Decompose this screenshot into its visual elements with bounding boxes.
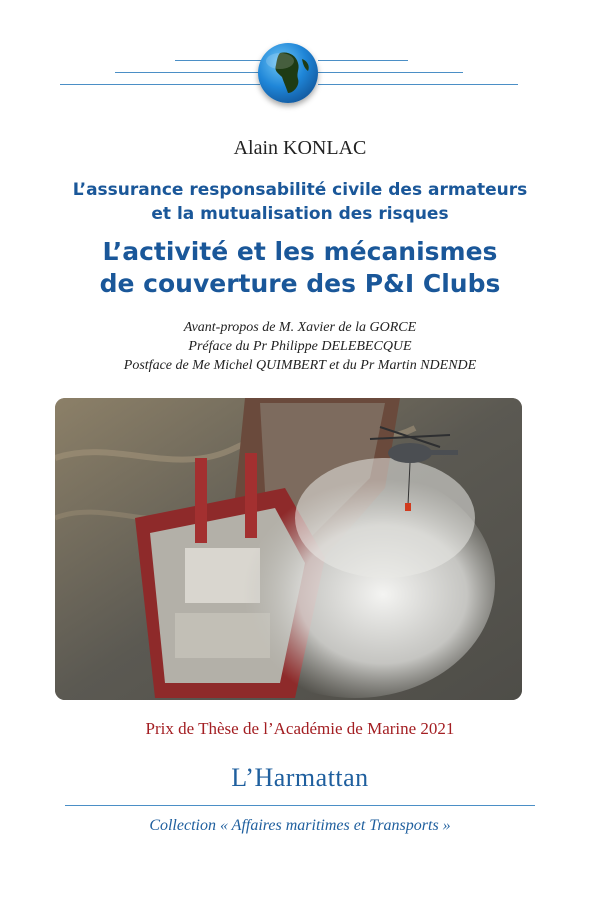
header-rule	[175, 60, 265, 61]
header-rule	[115, 72, 260, 73]
credit-line: Postface de Me Michel QUIMBERT et du Pr Martin NDENDE	[123, 358, 477, 373]
author-name: Alain KONLAC	[233, 137, 367, 159]
credits-block	[0, 318, 600, 375]
title-line: de couverture des P&I Clubs	[99, 269, 501, 298]
prize-label: Prix de Thèse de l’Académie de Marine 2021	[145, 719, 455, 738]
title-line: L’activité et les mécanismes	[102, 237, 498, 266]
subtitle-line: L’assurance responsabilité civile des armateurs	[72, 180, 528, 200]
book-subtitle	[0, 178, 600, 226]
publisher-rule	[65, 805, 535, 806]
credit-line: Préface du Pr Philippe DELEBECQUE	[188, 339, 412, 354]
cover-photo	[55, 398, 522, 700]
header-rule	[60, 84, 260, 85]
credit-line: Avant-propos de M. Xavier de la GORCE	[183, 320, 417, 335]
header-rule	[318, 84, 518, 85]
book-title	[0, 236, 600, 300]
header-rule	[318, 60, 408, 61]
publisher-logo: L’Harmattan	[231, 763, 369, 792]
globe-icon	[258, 43, 318, 103]
header-rule	[318, 72, 463, 73]
subtitle-line: et la mutualisation des risques	[151, 204, 449, 224]
collection-name: Collection « Affaires maritimes et Transports »	[149, 817, 451, 834]
